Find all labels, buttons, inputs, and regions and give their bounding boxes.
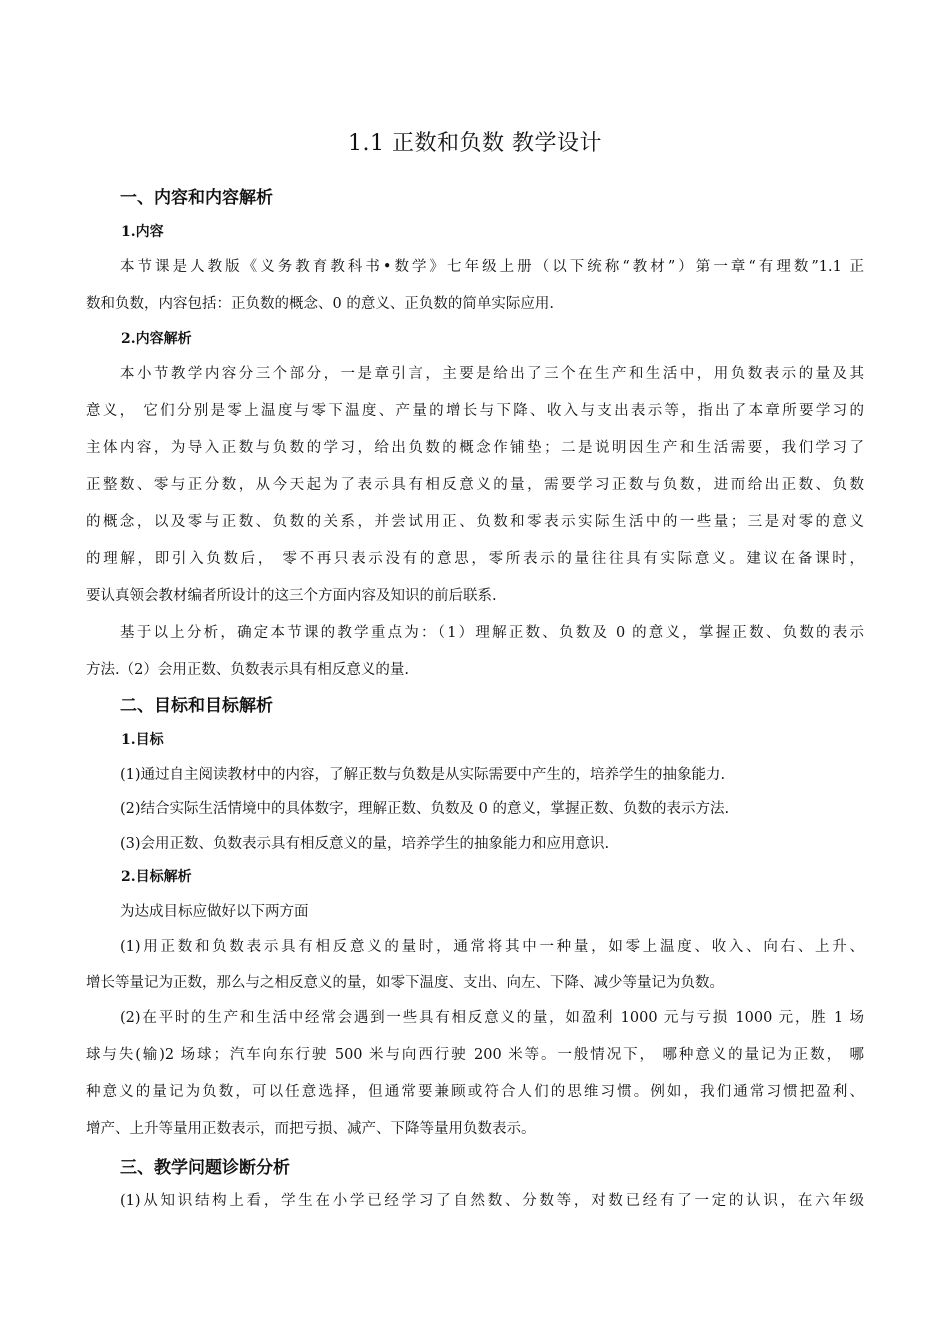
- document-title: 1.1 正数和负数 教学设计: [348, 131, 602, 156]
- goal-item: (1)通过自主阅读教材中的内容，了解正数与负数是从实际需要中产生的，培养学生的抽象能力.: [120, 767, 726, 783]
- paragraph-line: 的概念，以及零与正数、负数的关系，并尝试用正、负数和零表示实际生活中的一些量；三是对零的意义: [86, 514, 864, 530]
- section-2-heading: 二、目标和目标解析: [120, 696, 273, 716]
- paragraph-line: (1)从知识结构上看，学生在小学已经学习了自然数、分数等，对数已经有了一定的认识，在六年级: [120, 1193, 864, 1209]
- paragraph-line: 种意义的量记为负数，可以任意选择，但通常要兼顾或符合人们的思维习惯。例如，我们通常习惯把盈利、: [86, 1084, 864, 1100]
- paragraph-line: 增长等量记为正数，那么与之相反意义的量，如零下温度、支出、向左、下降、减少等量记为负数。: [86, 975, 724, 991]
- goal-item: (3)会用正数、负数表示具有相反意义的量，培养学生的抽象能力和应用意识.: [120, 836, 610, 852]
- paragraph-line: 数和负数，内容包括：正负数的概念、0 的意义、正负数的简单实际应用.: [86, 296, 554, 312]
- paragraph-line: 意义， 它们分别是零上温度与零下温度、产量的增长与下降、收入与支出表示等，指出了本章所要学习的: [86, 403, 864, 419]
- section-2-sub-1: 1.目标: [121, 732, 164, 748]
- paragraph-line: 本小节教学内容分三个部分，一是章引言，主要是给出了三个在生产和生活中，用负数表示的量及其: [120, 366, 864, 382]
- paragraph-line: 增产、上升等量用正数表示，而把亏损、减产、下降等量用负数表示。: [86, 1121, 536, 1137]
- paragraph-line: 主体内容，为导入正数与负数的学习，给出负数的概念作铺垫；二是说明因生产和生活需要，我们学习了: [86, 440, 864, 456]
- paragraph-line: 为达成目标应做好以下两方面: [120, 904, 309, 920]
- section-1-heading: 一、内容和内容解析: [120, 188, 273, 208]
- paragraph-line: 的理解，即引入负数后， 零不再只表示没有的意思，零所表示的量往往具有实际意义。建议在备课时，: [86, 551, 864, 567]
- section-1-sub-1: 1.内容: [121, 224, 164, 240]
- section-1-sub-2: 2.内容解析: [121, 331, 192, 347]
- paragraph-line: (2)在平时的生产和生活中经常会遇到一些具有相反意义的量，如盈利 1000 元与亏损 1000 元，胜 1 场: [120, 1010, 864, 1026]
- paragraph-line: 球与失(输)2 场球；汽车向东行驶 500 米与向西行驶 200 米等。一般情况下， 哪种意义的量记为正数， 哪: [86, 1047, 864, 1063]
- paragraph-line: 本节课是人教版《义务教育教科书•数学》七年级上册（以下统称“教材”）第一章“有理数”1.1 正: [120, 259, 864, 275]
- section-3-heading: 三、教学问题诊断分析: [120, 1158, 290, 1178]
- paragraph-line: (1)用正数和负数表示具有相反意义的量时，通常将其中一种量，如零上温度、收入、向右、上升、: [120, 939, 864, 955]
- paragraph-line: 正整数、零与正分数，从今天起为了表示具有相反意义的量，需要学习正数与负数，进而给出正数、负数: [86, 477, 864, 493]
- paragraph-line: 要认真领会教材编者所设计的这三个方面内容及知识的前后联系.: [86, 588, 497, 604]
- paragraph-line: 基于以上分析，确定本节课的教学重点为：（1）理解正数、负数及 0 的意义，掌握正数、负数的表示: [120, 625, 864, 641]
- goal-item: (2)结合实际生活情境中的具体数字，理解正数、负数及 0 的意义，掌握正数、负数的表示方法.: [120, 801, 730, 817]
- section-2-sub-2: 2.目标解析: [121, 869, 192, 885]
- paragraph-line: 方法.（2）会用正数、负数表示具有相反意义的量.: [86, 662, 409, 678]
